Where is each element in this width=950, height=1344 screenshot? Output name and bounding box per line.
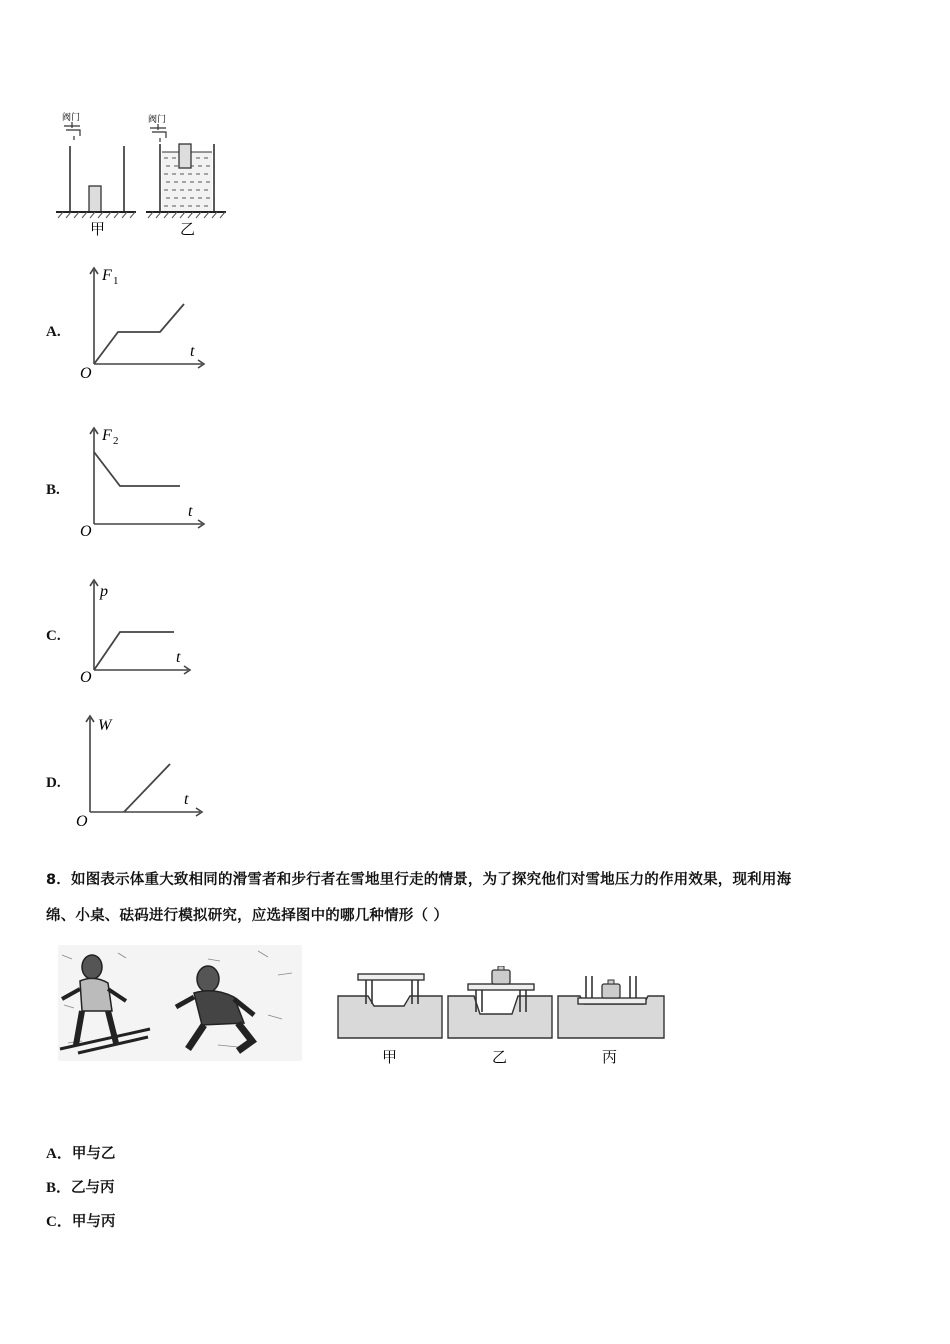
y-axis-subscript: 1: [113, 275, 119, 287]
weight-icon: [602, 984, 620, 998]
graph-c-curve: [94, 632, 174, 670]
caption-yi-top: 乙: [180, 220, 196, 236]
answer-a[interactable]: [46, 1142, 115, 1163]
setup-yi: [448, 966, 552, 1066]
x-axis-label: t: [188, 503, 193, 520]
question-8-line-1: 8．如图表示体重大致相同的滑雪者和步行者在雪地里行走的情景，为了探究他们对雪地压力的作用效果，现利用海: [46, 872, 792, 888]
caption-bing: 丙: [602, 1048, 618, 1066]
graph-d: [70, 710, 210, 832]
cylinder-left: [89, 186, 101, 212]
setup-jia: [338, 974, 442, 1066]
y-axis-label: F: [102, 427, 112, 444]
valve-icon-left: [64, 122, 80, 140]
setup-bing: [558, 976, 664, 1066]
valve-icon-right: [150, 124, 166, 142]
graph-d-curve: [124, 764, 170, 812]
caption-yi: 乙: [492, 1048, 508, 1066]
valve-label-right: 阀门: [148, 114, 167, 124]
origin-label: O: [80, 669, 92, 686]
graph-c: [70, 576, 210, 688]
origin-label: O: [80, 365, 92, 382]
y-axis-subscript: 2: [113, 435, 119, 447]
y-axis-label: W: [98, 717, 112, 734]
question-8-line-2: 绵、小桌、砝码进行模拟研究，应选择图中的哪几种情形（ ）: [46, 908, 449, 924]
skier-walker-illustration: [58, 945, 302, 1061]
answer-c[interactable]: [46, 1210, 115, 1231]
graph-a-curve: [94, 304, 184, 364]
valve-label-left: 阀门: [62, 112, 81, 122]
graph-a: [70, 262, 210, 382]
cylinder-right: [179, 144, 191, 168]
option-c-label: C.: [46, 628, 61, 644]
answer-c-label: C．: [46, 1214, 72, 1230]
weight-icon: [492, 970, 510, 984]
container-figure: [50, 108, 240, 236]
origin-label: O: [80, 523, 92, 540]
answer-a-text: 甲与乙: [71, 1146, 116, 1162]
caption-jia-top: 甲: [90, 220, 106, 236]
graph-b: [70, 422, 210, 542]
answer-c-text: 甲与丙: [71, 1214, 116, 1230]
x-axis-label: t: [184, 791, 189, 808]
y-axis-label: F: [102, 267, 112, 284]
option-d-label: D.: [46, 775, 61, 791]
x-axis-label: t: [176, 649, 181, 666]
option-a-label: A.: [46, 324, 61, 340]
y-axis-label: p: [100, 583, 108, 600]
x-axis-label: t: [190, 343, 195, 360]
answer-b[interactable]: [46, 1176, 115, 1197]
sponge-table-figure: [334, 966, 666, 1066]
answer-b-text: 乙与丙: [71, 1180, 115, 1196]
origin-label: O: [76, 813, 88, 830]
caption-jia: 甲: [382, 1048, 398, 1066]
answer-a-label: A．: [46, 1146, 72, 1162]
option-b-label: B.: [46, 482, 60, 498]
answer-b-label: B．: [46, 1180, 72, 1196]
graph-b-curve: [94, 452, 180, 486]
